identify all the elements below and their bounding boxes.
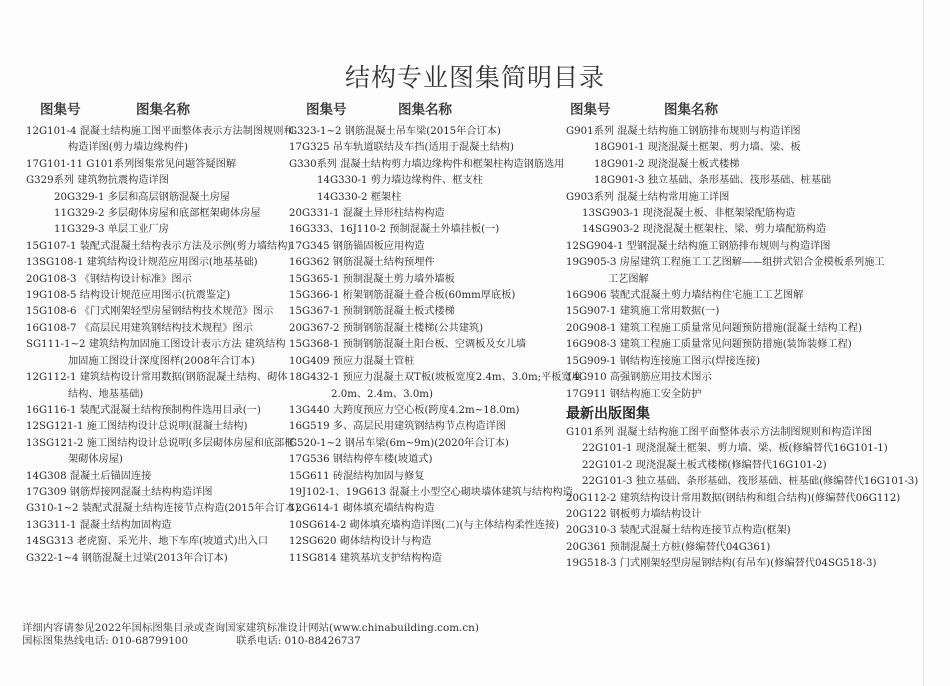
- catalog-entry: G101系列 混凝土结构施工图平面整体表示方法制图规则和构造详图: [566, 426, 872, 438]
- catalog-entry: 15G909-1 钢结构连接施工图示(焊接连接): [566, 355, 761, 367]
- catalog-entry: 22G101-1 现浇混凝土框架、剪力墙、梁、板(修编替代16G101-1): [582, 443, 888, 455]
- catalog-entry: 19G905-3 房屋建筑工程施工工艺图解——组拼式铝合金模板系列施工: [566, 257, 885, 269]
- catalog-entry: 18G901-2 现浇混凝土板式楼梯: [594, 158, 740, 170]
- catalog-entry: 16G519 多、高层民用建筑钢结构节点构造详图: [289, 421, 506, 433]
- catalog-entry: G903系列 混凝土结构常用施工详图: [566, 191, 730, 203]
- col2-header-code: 图集号: [306, 102, 347, 118]
- catalog-entry: G330系列 混凝土结构剪力墙边缘构件和框架柱构造钢筋选用: [289, 158, 565, 170]
- footer-hotline: 国标图集热线电话: 010-68799100: [22, 635, 189, 647]
- catalog-entry: 19G518-3 门式刚架轻型房屋钢结构(有吊车)(修编替代04SG518-3): [566, 558, 877, 570]
- col3-header-code: 图集号: [570, 102, 611, 118]
- catalog-entry: 18G432-1 预应力混凝土双T板(坡板宽度2.4m、3.0m;平板宽度: [289, 372, 582, 384]
- catalog-entry: 17G325 吊车轨道联结及车挡(适用于混凝土结构): [289, 142, 514, 154]
- catalog-entry: 13SG108-1 建筑结构设计规范应用图示(地基基础): [26, 257, 258, 269]
- col1-header-code: 图集号: [40, 102, 81, 118]
- catalog-entry: 14G308 混凝土后锚固连接: [26, 470, 152, 482]
- catalog-entry: 20G310-3 装配式混凝土结构连接节点构造(框架): [566, 525, 791, 537]
- catalog-entry: 17G536 钢结构停车楼(坡道式): [289, 454, 433, 466]
- catalog-entry: 15G907-1 建筑施工常用数据(一): [566, 306, 720, 318]
- catalog-entry: 20G122 钢板剪力墙结构设计: [566, 508, 702, 520]
- catalog-entry: 16G906 装配式混凝土剪力墙结构住宅施工工艺图解: [566, 290, 804, 302]
- catalog-entry: 20G108-3 《钢结构设计标准》图示: [26, 273, 192, 285]
- catalog-entry: 17G101-11 G101系列图集常见问题答疑图解: [26, 158, 237, 170]
- new-releases-heading: 最新出版图集: [566, 405, 650, 422]
- catalog-entry: 13G440 大跨度预应力空心板(跨度4.2m~18.0m): [289, 404, 520, 416]
- catalog-entry: 13SG903-1 现浇混凝土板、非框架梁配筋构造: [582, 208, 796, 220]
- catalog-entry: 12G112-1 建筑结构设计常用数据(钢筋混凝土结构、砌体: [26, 372, 288, 384]
- catalog-entry: 14G330-2 框架柱: [317, 191, 402, 203]
- catalog-entry: 20G367-2 预制钢筋混凝土楼梯(公共建筑): [289, 322, 484, 334]
- catalog-entry: 2.0m、2.4m、3.0m): [331, 388, 433, 400]
- catalog-entry: 12SG620 砌体结构设计与构造: [289, 536, 432, 548]
- catalog-column-3-main: [566, 124, 918, 403]
- catalog-entry: 12SG904-1 型钢混凝土结构施工钢筋排布规则与构造详图: [566, 240, 831, 252]
- catalog-entry: 13G311-1 混凝土结构加固构造: [26, 519, 172, 531]
- catalog-entry: 17G911 钢结构施工安全防护: [566, 388, 702, 400]
- col1-header-name: 图集名称: [136, 102, 190, 118]
- catalog-entry: 15G368-1 预制钢筋混凝土阳台板、空调板及女儿墙: [289, 339, 527, 351]
- catalog-entry: 16G108-7 《高层民用建筑钢结构技术规程》图示: [26, 322, 253, 334]
- catalog-entry: 13SG121-2 施工图结构设计总说明(多层砌体房屋和底部框: [26, 437, 295, 449]
- catalog-entry: 10SG614-2 砌体填充墙构造详图(二)(与主体结构柔性连接): [289, 519, 560, 531]
- catalog-entry: 15G107-1 装配式混凝土结构表示方法及示例(剪力墙结构): [26, 240, 292, 252]
- footer-website-note: 详细内容请参见2022年国标图集目录或查询国家建筑标准设计网站(www.chinabuilding.com.cn): [22, 622, 479, 634]
- catalog-entry: 19G108-5 结构设计规范应用图示(抗震鉴定): [26, 290, 231, 302]
- catalog-entry: 16G362 钢筋混凝土结构预埋件: [289, 257, 435, 269]
- footer-contact: 联系电话: 010-88426737: [236, 635, 361, 647]
- catalog-entry: 16G908-3 建筑工程施工质量常见问题预防措施(装饰装修工程): [566, 339, 852, 351]
- catalog-entry: G322-1~4 钢筋混凝土过梁(2013年合订本): [26, 552, 228, 564]
- catalog-entry: 12SG121-1 施工图结构设计总说明(混凝土结构): [26, 421, 248, 433]
- catalog-column-2: [289, 124, 582, 567]
- footer: [22, 622, 479, 648]
- catalog-entry: G310-1~2 装配式混凝土结构连接节点构造(2015年合订本): [26, 503, 300, 515]
- catalog-entry: 15G108-6 《门式刚架轻型房屋钢结构技术规范》图示: [26, 306, 274, 318]
- catalog-entry: G329系列 建筑物抗震构造详图: [26, 175, 169, 187]
- catalog-entry: 构造详图(剪力墙边缘构件): [68, 142, 189, 154]
- catalog-entry: SG111-1~2 建筑结构加固施工图设计表示方法 建筑结构: [26, 339, 286, 351]
- catalog-entry: 15G365-1 预制混凝土剪力墙外墙板: [289, 273, 455, 285]
- catalog-entry: 20G908-1 建筑工程施工质量常见问题预防措施(混凝土结构工程): [566, 322, 862, 334]
- catalog-entry: G901系列 混凝土结构施工钢筋排布规则与构造详图: [566, 126, 801, 137]
- catalog-entry: 22G101-2 现浇混凝土板式楼梯(修编替代16G101-2): [582, 459, 827, 471]
- catalog-column-3: [566, 124, 918, 573]
- catalog-entry: 15G366-1 桁架钢筋混凝土叠合板(60mm厚底板): [289, 290, 516, 302]
- catalog-entry: G520-1~2 钢吊车梁(6m~9m)(2020年合订本): [289, 437, 509, 449]
- catalog-entry: 14SG313 老虎窗、采光井、地下车库(坡道式)出入口: [26, 536, 269, 548]
- page-title: 结构专业图集简明目录: [344, 63, 605, 92]
- catalog-entry: 15G611 砖混结构加固与修复: [289, 470, 425, 482]
- catalog-entry: 20G329-1 多层和高层钢筋混凝土房屋: [54, 191, 230, 203]
- catalog-entry: 16G333、16J110-2 预制混凝土外墙挂板(一): [289, 224, 500, 236]
- catalog-entry: 工艺图解: [608, 273, 649, 285]
- catalog-entry: 14G910 高强钢筋应用技术图示: [566, 372, 712, 384]
- page-edge-line: [923, 0, 924, 686]
- catalog-entry: 16G116-1 装配式混凝土结构预制构件选用目录(一): [26, 404, 261, 416]
- catalog-entry: 11SG814 建筑基坑支护结构构造: [289, 552, 442, 564]
- catalog-entry: 18G901-3 独立基础、条形基础、筏形基础、桩基础: [594, 175, 832, 187]
- catalog-entry: 15G367-1 预制钢筋混凝土板式楼梯: [289, 306, 455, 318]
- catalog-entry: 11G329-3 单层工业厂房: [54, 224, 169, 236]
- catalog-entry: 加固施工图设计深度图样(2008年合订本): [68, 355, 255, 367]
- catalog-entry: 结构、地基基础): [68, 388, 144, 400]
- catalog-entry: 14SG903-2 现浇混凝土框架柱、梁、剪力墙配筋构造: [582, 224, 827, 236]
- col3-header-name: 图集名称: [664, 102, 718, 118]
- catalog-column-1: [26, 124, 299, 567]
- catalog-entry: 17G345 钢筋锚固板应用构造: [289, 240, 425, 252]
- catalog-entry: 12G614-1 砌体填充墙结构构造: [289, 503, 435, 515]
- catalog-entry: 20G361 预制混凝土方桩(修编替代04G361): [566, 541, 771, 553]
- catalog-entry: 架砌体房屋): [68, 454, 123, 466]
- new-releases-list: [566, 425, 918, 573]
- catalog-entry: 14G330-1 剪力墙边缘构件、框支柱: [317, 175, 483, 187]
- catalog-entry: 17G309 钢筋焊接网混凝土结构构造详图: [26, 486, 213, 498]
- catalog-entry: 11G329-2 多层砌体房屋和底部框架砌体房屋: [54, 208, 261, 220]
- catalog-entry: G323-1~2 钢筋混凝土吊车梁(2015年合订本): [289, 126, 501, 137]
- catalog-entry: 10G409 预应力混凝土管桩: [289, 355, 415, 367]
- catalog-entry: 20G112-2 建筑结构设计常用数据(钢结构和组合结构)(修编替代06G112): [566, 492, 901, 504]
- catalog-entry: 12G101-4 混凝土结构施工图平面整体表示方法制图规则和: [26, 126, 294, 137]
- catalog-entry: 18G901-1 现浇混凝土框架、剪力墙、梁、板: [594, 142, 801, 154]
- col2-header-name: 图集名称: [398, 102, 452, 118]
- catalog-entry: 19J102-1、19G613 混凝土小型空心砌块墙体建筑与结构构造: [289, 486, 573, 498]
- catalog-entry: 22G101-3 独立基础、条形基础、筏形基础、桩基础(修编替代16G101-3): [582, 476, 919, 488]
- catalog-entry: 20G331-1 混凝土异形柱结构构造: [289, 208, 445, 220]
